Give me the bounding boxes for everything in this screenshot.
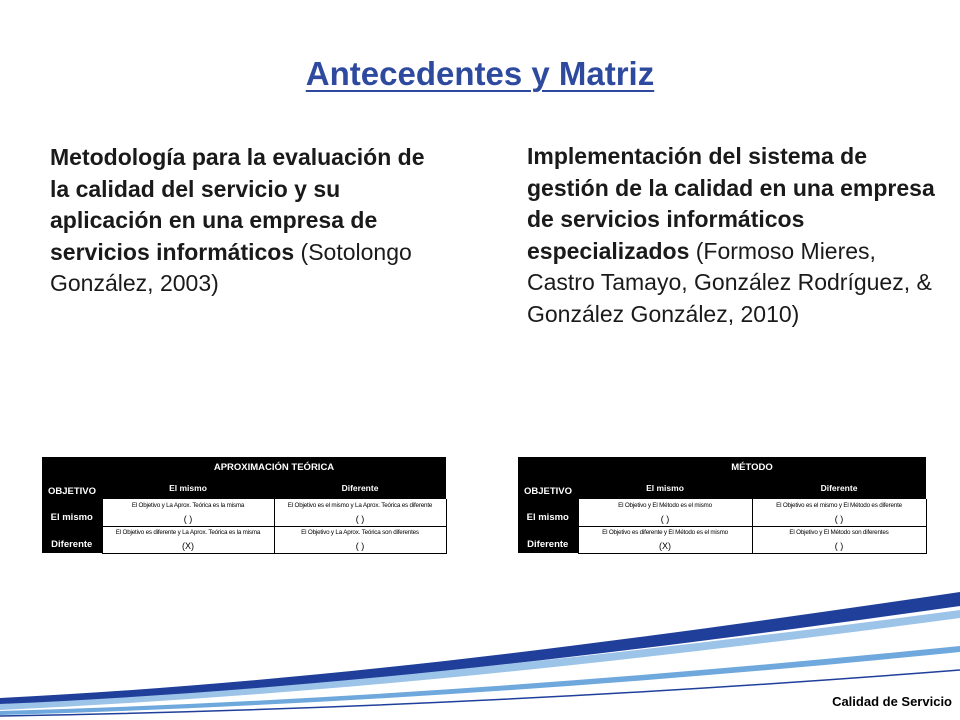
- column-header-el-mismo: El mismo: [102, 477, 274, 499]
- column-header-el-mismo: El mismo: [578, 477, 752, 499]
- cell-description: El Objetivo y La Aprox. Teórica son diferentes: [274, 526, 446, 539]
- cell-description: El Objetivo y La Aprox. Teórica es la misma: [102, 499, 274, 512]
- matrix-heading: APROXIMACIÓN TEÓRICA: [102, 457, 446, 477]
- matrix-metodo: [518, 457, 927, 554]
- row-header-diferente: Diferente: [518, 526, 578, 553]
- matrix-corner: OBJETIVO: [518, 457, 578, 499]
- footer-label: Calidad de Servicio: [832, 694, 952, 709]
- matrix-aproximacion-teorica: [42, 457, 447, 554]
- column-header-diferente: Diferente: [752, 477, 926, 499]
- left-reference: [50, 142, 440, 300]
- cell-description: El Objetivo y El Método es el mismo: [578, 499, 752, 512]
- cell-mark: ( ): [102, 512, 274, 526]
- decorative-swoosh: [0, 570, 960, 720]
- cell-mark: ( ): [274, 512, 446, 526]
- cell-description: El Objetivo y El Método son diferentes: [752, 526, 926, 539]
- cell-description: El Objetivo es diferente y El Método es el mismo: [578, 526, 752, 539]
- right-reference: [527, 141, 937, 330]
- slide-title: Antecedentes y Matriz: [305, 55, 655, 92]
- cell-mark: ( ): [274, 539, 446, 553]
- cell-mark: ( ): [752, 512, 926, 526]
- cell-mark: (X): [102, 539, 274, 553]
- left-reference-title: Metodología para la evaluación de la calidad del servicio y su aplicación en una empresa de servicios informáticos: [50, 144, 425, 265]
- left-reference-citation: (Sotolongo González, 2003): [50, 238, 412, 296]
- right-reference-title: Implementación del sistema de gestión de la calidad en una empresa de servicios informáticos especializados: [527, 143, 935, 264]
- column-header-diferente: Diferente: [274, 477, 446, 499]
- row-header-diferente: Diferente: [42, 526, 102, 553]
- right-reference-citation: (Formoso Mieres, Castro Tamayo, González Rodríguez, & González González, 2010): [527, 237, 932, 327]
- cell-mark: (X): [578, 539, 752, 553]
- cell-description: El Objetivo es el mismo y La Aprox. Teórica es diferente: [274, 499, 446, 512]
- row-header-el-mismo: El mismo: [42, 499, 102, 526]
- matrix-corner: OBJETIVO: [42, 457, 102, 499]
- cell-description: El Objetivo es diferente y La Aprox. Teórica es la misma: [102, 526, 274, 539]
- matrix-heading: MÉTODO: [578, 457, 926, 477]
- cell-mark: ( ): [578, 512, 752, 526]
- row-header-el-mismo: El mismo: [518, 499, 578, 526]
- cell-mark: ( ): [752, 539, 926, 553]
- cell-description: El Objetivo es el mismo y El Método es diferente: [752, 499, 926, 512]
